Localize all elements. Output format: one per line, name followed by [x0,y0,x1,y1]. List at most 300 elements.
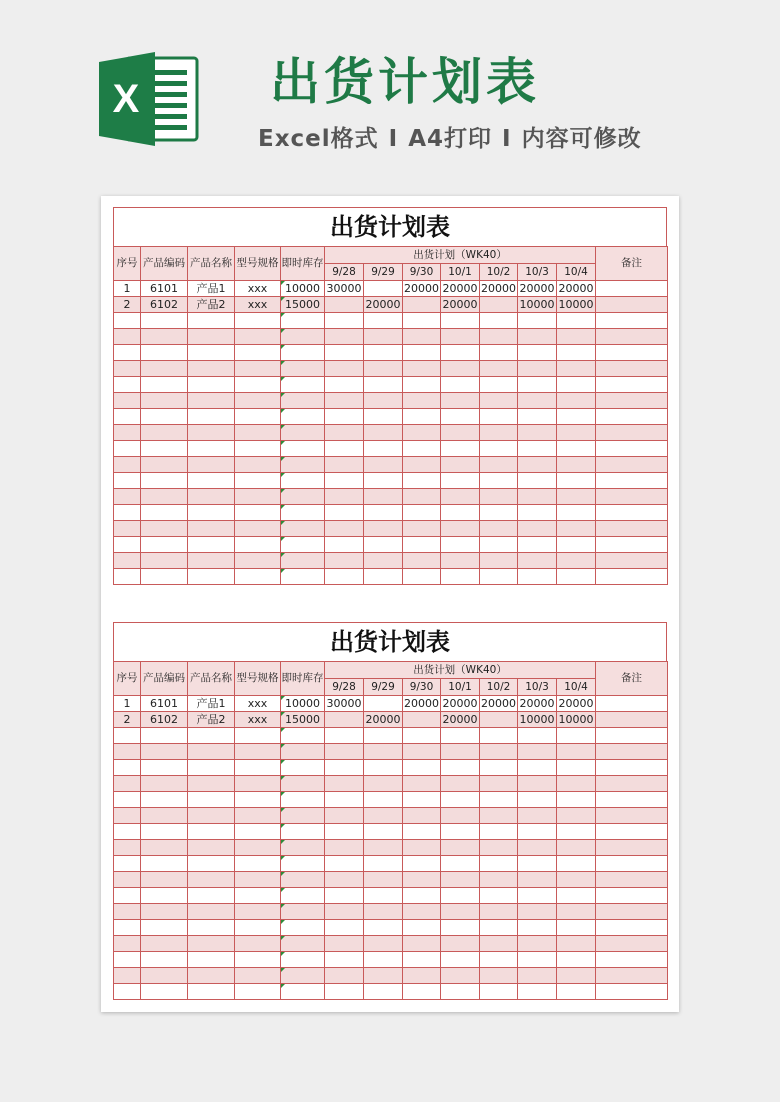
table-cell[interactable] [403,297,441,313]
table-cell[interactable] [441,952,480,968]
table-cell[interactable] [325,824,364,840]
table-cell[interactable] [114,840,141,856]
table-cell[interactable] [441,936,480,952]
table-cell[interactable] [480,936,518,952]
table-cell[interactable] [141,361,188,377]
table-cell[interactable]: 2 [114,712,141,728]
table-cell[interactable] [281,313,325,329]
table-cell[interactable] [403,904,441,920]
table-cell[interactable] [596,728,668,744]
table-cell[interactable] [596,920,668,936]
table-cell[interactable] [364,457,403,473]
table-cell[interactable] [403,952,441,968]
table-cell[interactable] [596,345,668,361]
table-cell[interactable] [403,936,441,952]
table-cell[interactable] [518,904,557,920]
table-cell[interactable] [235,808,281,824]
table-cell[interactable] [518,728,557,744]
table-cell[interactable] [141,952,188,968]
table-cell[interactable] [141,313,188,329]
table-cell[interactable] [441,792,480,808]
table-cell[interactable] [281,872,325,888]
table-cell[interactable] [141,888,188,904]
table-cell[interactable] [364,505,403,521]
table-cell[interactable] [596,872,668,888]
table-cell[interactable]: 产品1 [188,696,235,712]
table-cell[interactable] [364,521,403,537]
table-cell[interactable] [480,984,518,1000]
table-cell[interactable] [235,984,281,1000]
table-cell[interactable] [403,872,441,888]
table-cell[interactable] [596,744,668,760]
table-cell[interactable] [188,505,235,521]
table-cell[interactable] [403,712,441,728]
table-cell[interactable] [596,840,668,856]
table-cell[interactable] [557,473,596,489]
table-cell[interactable] [325,856,364,872]
table-cell[interactable] [557,505,596,521]
table-cell[interactable] [596,361,668,377]
table-cell[interactable] [364,409,403,425]
table-cell[interactable] [281,393,325,409]
table-cell[interactable] [114,425,141,441]
table-cell[interactable]: 10000 [281,281,325,297]
table-cell[interactable] [403,521,441,537]
table-cell[interactable] [325,920,364,936]
table-cell[interactable] [480,329,518,345]
table-cell[interactable] [403,505,441,521]
table-cell[interactable] [518,776,557,792]
table-cell[interactable] [235,904,281,920]
table-cell[interactable] [188,441,235,457]
table-cell[interactable] [235,425,281,441]
table-cell[interactable] [596,968,668,984]
table-cell[interactable] [141,553,188,569]
table-cell[interactable] [518,377,557,393]
table-cell[interactable] [325,393,364,409]
table-cell[interactable] [441,888,480,904]
table-cell[interactable] [188,569,235,585]
table-cell[interactable] [480,728,518,744]
table-cell[interactable]: 20000 [481,697,516,710]
table-cell[interactable] [480,872,518,888]
table-cell[interactable] [141,345,188,361]
table-cell[interactable] [235,489,281,505]
table-cell[interactable] [114,936,141,952]
table-cell[interactable] [557,872,596,888]
table-cell[interactable] [325,776,364,792]
table-cell[interactable]: 产品2 [188,297,235,313]
table-cell[interactable] [557,553,596,569]
table-cell[interactable] [114,489,141,505]
table-cell[interactable] [596,792,668,808]
table-cell[interactable] [518,824,557,840]
table-cell[interactable] [557,441,596,457]
table-cell[interactable] [235,441,281,457]
table-cell[interactable] [518,872,557,888]
table-cell[interactable] [441,377,480,393]
table-cell[interactable] [364,425,403,441]
table-cell[interactable] [596,393,668,409]
table-cell[interactable] [235,505,281,521]
table-cell[interactable] [596,553,668,569]
table-cell[interactable] [441,984,480,1000]
table-cell[interactable] [188,313,235,329]
table-cell[interactable] [557,393,596,409]
table-cell[interactable] [188,409,235,425]
table-cell[interactable] [364,329,403,345]
table-cell[interactable] [518,329,557,345]
table-cell[interactable] [480,856,518,872]
table-cell[interactable] [364,968,403,984]
table-cell[interactable]: 20000 [365,298,401,311]
table-cell[interactable] [188,521,235,537]
table-cell[interactable] [403,553,441,569]
table-cell[interactable] [281,345,325,361]
table-cell[interactable] [141,521,188,537]
table-cell[interactable] [141,760,188,776]
table-cell[interactable] [596,473,668,489]
table-cell[interactable]: 6102 [141,712,188,728]
table-cell[interactable] [518,505,557,521]
table-cell[interactable] [325,473,364,489]
table-cell[interactable] [441,441,480,457]
table-cell[interactable] [235,936,281,952]
table-cell[interactable] [188,489,235,505]
table-cell[interactable] [281,409,325,425]
table-cell[interactable] [281,968,325,984]
table-cell[interactable] [480,473,518,489]
table-cell[interactable] [596,888,668,904]
table-cell[interactable] [480,521,518,537]
table-cell[interactable] [441,361,480,377]
table-cell[interactable] [325,888,364,904]
table-cell[interactable]: 15000 [281,297,325,313]
table-cell[interactable] [557,329,596,345]
table-cell[interactable] [114,329,141,345]
table-cell[interactable] [557,776,596,792]
table-cell[interactable] [281,329,325,345]
table-cell[interactable] [364,361,403,377]
table-cell[interactable] [480,744,518,760]
table-cell[interactable] [518,537,557,553]
table-cell[interactable] [325,553,364,569]
table-cell[interactable] [364,792,403,808]
table-cell[interactable] [188,872,235,888]
table-cell[interactable] [441,824,480,840]
table-cell[interactable] [364,888,403,904]
table-cell[interactable] [364,904,403,920]
table-cell[interactable] [188,840,235,856]
table-cell[interactable] [114,345,141,361]
table-cell[interactable] [557,856,596,872]
table-cell[interactable] [364,824,403,840]
table-cell[interactable] [441,920,480,936]
table-cell[interactable] [557,489,596,505]
table-cell[interactable] [114,872,141,888]
table-cell[interactable] [141,441,188,457]
table-cell[interactable] [188,329,235,345]
table-cell[interactable] [480,489,518,505]
table-cell[interactable] [557,824,596,840]
table-cell[interactable] [281,840,325,856]
table-cell[interactable]: 10000 [519,298,555,311]
table-cell[interactable] [235,377,281,393]
table-cell[interactable] [114,457,141,473]
table-cell[interactable]: 15000 [281,712,325,728]
table-cell[interactable] [364,744,403,760]
table-cell[interactable]: 20000 [365,713,401,726]
table-cell[interactable] [403,457,441,473]
table-cell[interactable] [557,345,596,361]
table-cell[interactable]: 20000 [519,697,555,710]
table-cell[interactable] [596,521,668,537]
table-cell[interactable] [188,457,235,473]
table-cell[interactable] [518,936,557,952]
table-cell[interactable] [188,904,235,920]
table-cell[interactable] [141,968,188,984]
table-cell[interactable]: 1 [114,696,141,712]
table-cell[interactable] [480,888,518,904]
table-cell[interactable] [596,409,668,425]
table-cell[interactable] [188,553,235,569]
table-cell[interactable] [557,968,596,984]
table-cell[interactable] [364,760,403,776]
table-cell[interactable] [557,728,596,744]
table-cell[interactable] [518,553,557,569]
table-cell[interactable] [557,457,596,473]
table-cell[interactable] [325,345,364,361]
table-cell[interactable] [441,840,480,856]
table-cell[interactable] [480,505,518,521]
table-cell[interactable]: 10000 [519,713,555,726]
table-cell[interactable] [557,792,596,808]
table-cell[interactable] [518,792,557,808]
table-cell[interactable] [557,888,596,904]
table-cell[interactable] [480,776,518,792]
table-cell[interactable] [114,441,141,457]
table-cell[interactable] [596,904,668,920]
table-cell[interactable] [281,377,325,393]
table-cell[interactable] [557,537,596,553]
table-cell[interactable] [518,856,557,872]
table-cell[interactable] [325,409,364,425]
table-cell[interactable] [480,760,518,776]
table-cell[interactable] [188,361,235,377]
table-cell[interactable] [188,792,235,808]
table-cell[interactable] [114,952,141,968]
table-cell[interactable] [235,968,281,984]
table-cell[interactable] [364,776,403,792]
table-cell[interactable] [441,489,480,505]
table-cell[interactable] [403,441,441,457]
table-cell[interactable]: xxx [235,712,281,728]
table-cell[interactable] [596,489,668,505]
table-cell[interactable] [188,537,235,553]
table-cell[interactable] [235,840,281,856]
table-cell[interactable] [325,521,364,537]
table-cell[interactable] [441,856,480,872]
table-cell[interactable] [480,457,518,473]
table-cell[interactable]: 10000 [557,297,596,313]
table-cell[interactable] [281,553,325,569]
table-cell[interactable] [518,760,557,776]
table-cell[interactable] [188,473,235,489]
table-cell[interactable] [235,856,281,872]
table-cell[interactable] [281,505,325,521]
table-cell[interactable] [114,984,141,1000]
table-cell[interactable] [596,505,668,521]
table-cell[interactable] [325,984,364,1000]
table-cell[interactable] [518,393,557,409]
table-cell[interactable] [325,537,364,553]
table-cell[interactable] [281,856,325,872]
table-cell[interactable] [403,377,441,393]
table-cell[interactable] [596,776,668,792]
table-cell[interactable] [557,760,596,776]
table-cell[interactable] [364,952,403,968]
table-cell[interactable]: 10000 [557,712,596,728]
table-cell[interactable] [441,968,480,984]
table-cell[interactable] [403,728,441,744]
table-cell[interactable] [325,744,364,760]
table-cell[interactable] [557,361,596,377]
table-cell[interactable] [141,728,188,744]
table-cell[interactable] [518,489,557,505]
table-cell[interactable] [114,968,141,984]
table-cell[interactable] [480,792,518,808]
table-cell[interactable] [364,345,403,361]
table-cell[interactable]: xxx [235,281,281,297]
table-cell[interactable] [596,537,668,553]
table-cell[interactable] [188,377,235,393]
table-cell[interactable] [281,776,325,792]
table-cell[interactable] [325,936,364,952]
table-cell[interactable] [596,457,668,473]
table-cell[interactable] [141,856,188,872]
table-cell[interactable] [441,505,480,521]
table-cell[interactable]: 产品1 [188,281,235,297]
table-cell[interactable] [364,313,403,329]
table-cell[interactable] [364,441,403,457]
table-cell[interactable] [403,329,441,345]
table-cell[interactable] [281,361,325,377]
table-cell[interactable] [403,537,441,553]
table-cell[interactable] [235,792,281,808]
table-cell[interactable] [596,824,668,840]
table-cell[interactable] [364,281,403,297]
table-cell[interactable] [325,441,364,457]
table-cell[interactable] [480,968,518,984]
table-cell[interactable] [188,824,235,840]
table-cell[interactable] [403,425,441,441]
table-cell[interactable] [403,776,441,792]
table-cell[interactable] [235,457,281,473]
table-cell[interactable] [518,457,557,473]
table-cell[interactable] [281,760,325,776]
table-cell[interactable]: 20000 [442,298,478,311]
table-cell[interactable] [403,569,441,585]
table-cell[interactable] [364,936,403,952]
table-cell[interactable]: 20000 [481,282,516,295]
table-cell[interactable] [141,744,188,760]
table-cell[interactable] [518,968,557,984]
table-cell[interactable] [325,792,364,808]
table-cell[interactable] [480,920,518,936]
table-cell[interactable] [141,776,188,792]
table-cell[interactable]: 20000 [519,282,555,295]
table-cell[interactable] [235,824,281,840]
table-cell[interactable] [403,473,441,489]
table-cell[interactable]: 20000 [404,697,439,710]
table-cell[interactable]: 30000 [326,697,362,710]
table-cell[interactable] [114,393,141,409]
table-cell[interactable] [403,920,441,936]
table-cell[interactable] [235,744,281,760]
table-cell[interactable] [441,409,480,425]
table-cell[interactable] [441,521,480,537]
table-cell[interactable] [141,840,188,856]
table-cell[interactable] [518,361,557,377]
table-cell[interactable] [557,936,596,952]
table-cell[interactable] [480,345,518,361]
table-cell[interactable] [596,760,668,776]
table-cell[interactable] [141,824,188,840]
table-cell[interactable] [480,393,518,409]
table-cell[interactable] [441,569,480,585]
table-cell[interactable]: 1 [114,281,141,297]
table-cell[interactable] [364,473,403,489]
table-cell[interactable] [596,377,668,393]
table-cell[interactable] [364,569,403,585]
table-cell[interactable] [188,936,235,952]
table-cell[interactable] [141,425,188,441]
table-cell[interactable] [480,537,518,553]
table-cell[interactable] [325,952,364,968]
table-cell[interactable] [235,728,281,744]
table-cell[interactable] [188,776,235,792]
table-cell[interactable] [518,473,557,489]
table-cell[interactable] [364,489,403,505]
table-cell[interactable]: 6101 [141,696,188,712]
table-cell[interactable] [325,361,364,377]
table-cell[interactable] [518,425,557,441]
table-cell[interactable] [325,872,364,888]
table-cell[interactable] [441,872,480,888]
table-cell[interactable] [325,489,364,505]
table-cell[interactable] [188,888,235,904]
table-cell[interactable] [596,313,668,329]
table-cell[interactable] [235,553,281,569]
table-cell[interactable] [281,888,325,904]
table-cell[interactable] [325,377,364,393]
table-cell[interactable] [235,473,281,489]
table-cell[interactable] [188,393,235,409]
table-cell[interactable]: 20000 [442,282,478,295]
table-cell[interactable] [141,808,188,824]
table-cell[interactable] [188,808,235,824]
table-cell[interactable] [235,409,281,425]
table-cell[interactable] [188,920,235,936]
table-cell[interactable] [114,537,141,553]
table-cell[interactable] [141,329,188,345]
table-cell[interactable] [281,569,325,585]
table-cell[interactable] [480,904,518,920]
table-cell[interactable] [518,569,557,585]
table-cell[interactable] [114,377,141,393]
table-cell[interactable] [114,361,141,377]
table-cell[interactable] [281,441,325,457]
